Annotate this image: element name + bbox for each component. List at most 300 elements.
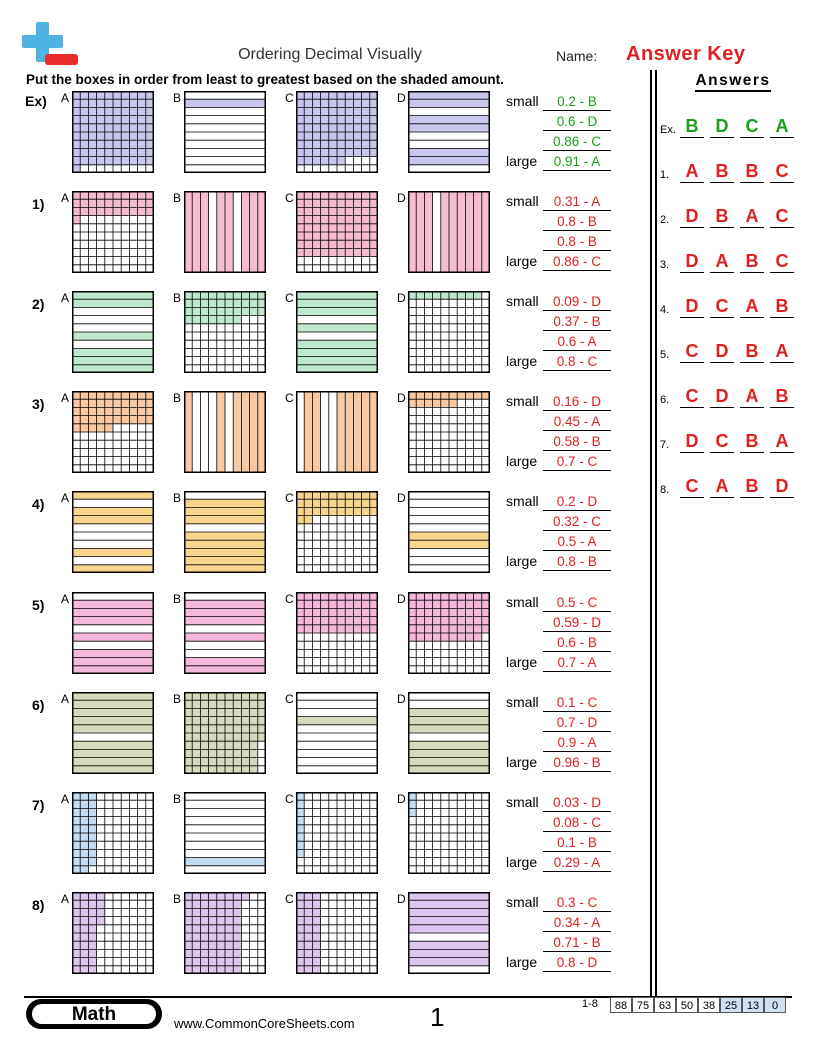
shaded-box [408,892,490,974]
shaded-strip [337,391,345,473]
shaded-cell [345,616,353,624]
shaded-cell [192,908,200,916]
shaded-cell [217,908,225,916]
answer-field[interactable]: 0.7 - D [543,714,611,732]
shaded-cell [80,908,88,916]
shaded-strip [184,500,266,508]
shaded-cell [321,216,329,224]
shaded-cell [345,216,353,224]
shaded-cell [209,957,217,965]
shaded-cell [217,900,225,908]
score-cell: 25 [720,997,742,1013]
shaded-cell [312,99,320,107]
box-label: D [397,591,406,606]
box-label: B [173,691,182,706]
shaded-cell [217,757,225,765]
shaded-cell [88,399,96,407]
shaded-cell [105,199,113,207]
shaded-box [184,91,266,173]
shaded-cell [225,925,233,933]
shaded-strip [296,308,378,316]
answer-field[interactable]: 0.8 - B [543,553,611,571]
shaded-strip [416,191,424,273]
shaded-cell [217,299,225,307]
answer-field[interactable]: 0.32 - C [543,513,611,531]
shaded-cell [362,132,370,140]
shaded-cell [329,207,337,215]
shaded-box [184,191,266,273]
shaded-cell [465,608,473,616]
shaded-cell [192,933,200,941]
shaded-cell [192,733,200,741]
shaded-cell [129,408,137,416]
shaded-cell [80,849,88,857]
answer-key-letter: A [710,250,734,273]
shaded-cell [321,232,329,240]
shaded-cell [138,408,146,416]
shaded-cell [233,708,241,716]
shaded-cell [121,124,129,132]
shaded-cell [113,132,121,140]
shaded-cell [321,148,329,156]
shaded-cell [457,608,465,616]
answer-field[interactable]: 0.6 - A [543,333,611,351]
shaded-strip [408,124,490,132]
box-label: B [173,91,182,105]
shaded-strip [184,616,266,624]
shaded-strip [408,716,490,724]
shaded-strip [424,191,432,273]
shaded-cell [362,199,370,207]
shaded-strip [184,608,266,616]
shaded-cell [97,148,105,156]
answer-field[interactable]: 0.29 - A [543,854,611,872]
shaded-cell [250,757,258,765]
shaded-box [408,391,490,473]
shaded-strip [72,649,154,657]
answer-key-letter: C [710,430,734,453]
shaded-cell [321,508,329,516]
shaded-cell [105,116,113,124]
box-label: C [285,191,294,206]
shaded-strip [441,191,449,273]
shaded-cell [113,157,121,165]
shaded-cell [121,148,129,156]
box-label: A [61,791,70,806]
answer-field[interactable]: 0.08 - C [543,814,611,832]
shaded-cell [200,757,208,765]
shaded-strip [408,99,490,107]
shaded-cell [304,500,312,508]
answer-field[interactable]: 0.34 - A [543,914,611,932]
shaded-strip [296,716,378,724]
answer-field[interactable]: 0.09 - D [543,293,611,311]
shaded-cell [113,199,121,207]
shaded-cell [129,148,137,156]
shaded-cell [337,140,345,148]
shaded-cell [345,240,353,248]
box-label: D [397,491,406,506]
shaded-cell [304,608,312,616]
large-label: large [506,553,538,570]
answer-field[interactable]: 0.37 - B [543,313,611,331]
small-label: small [506,493,539,510]
shaded-strip [184,549,266,557]
shaded-cell [345,508,353,516]
answer-field[interactable]: 0.1 - C [543,694,611,712]
answer-field[interactable]: 0.59 - D [543,614,611,632]
box-label: C [285,591,294,606]
shaded-cell [362,207,370,215]
shaded-strip [250,391,258,473]
answer-field[interactable]: 0.2 - D [543,493,611,511]
answer-field[interactable]: 0.31 - A [543,193,611,211]
answer-key-index: 3. [660,259,670,271]
shaded-cell [88,916,96,924]
answer-field[interactable]: 0.9 - A [543,734,611,752]
shaded-cell [312,216,320,224]
shaded-cell [192,308,200,316]
shaded-cell [233,957,241,965]
shaded-cell [121,207,129,215]
shaded-cell [416,608,424,616]
shaded-cell [345,132,353,140]
problem-number: 5) [32,596,45,613]
shaded-cell [192,749,200,757]
shaded-cell [353,500,361,508]
shaded-strip [217,391,225,473]
small-label: small [506,93,539,109]
shaded-cell [209,741,217,749]
shaded-cell [97,908,105,916]
shaded-box [408,191,490,273]
shaded-cell [233,925,241,933]
answer-field[interactable]: 0.8 - D [543,954,611,972]
shaded-strip [72,516,154,524]
shaded-cell [209,308,217,316]
shaded-strip [449,191,457,273]
shaded-cell [433,600,441,608]
shaded-strip [72,616,154,624]
shaded-cell [304,124,312,132]
shaded-cell [105,424,113,432]
large-label: large [506,353,538,370]
answer-field[interactable]: 0.2 - B [543,93,611,111]
shaded-strip [408,957,490,965]
shaded-cell [433,608,441,616]
shaded-box [296,91,378,173]
shaded-cell [337,616,345,624]
shaded-cell [362,99,370,107]
answer-field[interactable]: 0.8 - C [543,353,611,371]
answer-field[interactable]: 0.3 - C [543,894,611,912]
shaded-cell [353,148,361,156]
shaded-strip [200,191,208,273]
shaded-cell [304,248,312,256]
shaded-cell [321,616,329,624]
shaded-strip [72,700,154,708]
shaded-cell [138,99,146,107]
shaded-cell [353,124,361,132]
shaded-box [72,692,154,774]
answer-field[interactable]: 0.1 - B [543,834,611,852]
shaded-cell [80,132,88,140]
shaded-cell [304,941,312,949]
shaded-strip [184,99,266,107]
answer-field[interactable]: 0.5 - C [543,594,611,612]
answer-field[interactable]: 0.91 - A [543,153,611,171]
answer-field[interactable]: 0.16 - D [543,393,611,411]
answer-field[interactable]: 0.6 - B [543,634,611,652]
shaded-strip [408,724,490,732]
answer-key-letter: B [740,160,764,183]
answer-field[interactable]: 0.58 - B [543,433,611,451]
answer-field[interactable]: 0.86 - C [543,253,611,271]
shaded-cell [88,157,96,165]
answer-field[interactable]: 0.45 - A [543,413,611,431]
shaded-cell [321,608,329,616]
shaded-strip [184,557,266,565]
shaded-cell [138,157,146,165]
shaded-cell [88,833,96,841]
shaded-cell [353,207,361,215]
answer-key-letter: C [770,250,794,273]
shaded-cell [200,716,208,724]
answer-field[interactable]: 0.86 - C [543,133,611,151]
shaded-strip [408,116,490,124]
shaded-cell [121,132,129,140]
shaded-cell [304,232,312,240]
shaded-cell [88,99,96,107]
shaded-box [72,291,154,373]
shaded-cell [200,916,208,924]
shaded-strip [250,191,258,273]
answer-field[interactable]: 0.8 - B [543,233,611,251]
score-cell: 88 [610,997,632,1013]
shaded-cell [113,408,121,416]
shaded-cell [233,724,241,732]
shaded-cell [80,408,88,416]
shaded-cell [105,107,113,115]
shaded-cell [321,207,329,215]
shaded-cell [217,933,225,941]
shaded-cell [304,132,312,140]
shaded-cell [329,107,337,115]
shaded-cell [88,941,96,949]
shaded-cell [250,716,258,724]
shaded-cell [121,399,129,407]
shaded-cell [80,833,88,841]
shaded-cell [304,900,312,908]
box-label: D [397,191,406,206]
answers-title [650,72,816,90]
shaded-cell [217,724,225,732]
shaded-cell [337,232,345,240]
shaded-cell [304,207,312,215]
shaded-cell [225,900,233,908]
shaded-cell [416,633,424,641]
shaded-cell [312,107,320,115]
shaded-cell [80,957,88,965]
problem-number: 3) [32,396,45,413]
shaded-cell [362,616,370,624]
shaded-cell [329,148,337,156]
shaded-cell [129,199,137,207]
answer-field[interactable]: 0.71 - B [543,934,611,952]
site-url[interactable]: www.CommonCoreSheets.com [174,1016,355,1031]
answer-field[interactable]: 0.7 - A [543,654,611,672]
shaded-strip [241,391,249,473]
shaded-cell [88,957,96,965]
answer-field[interactable]: 0.03 - D [543,794,611,812]
shaded-box [184,692,266,774]
answer-key-letter: B [770,385,794,408]
shaded-cell [329,132,337,140]
shaded-cell [353,107,361,115]
shaded-cell [225,700,233,708]
shaded-cell [312,140,320,148]
shaded-cell [225,316,233,324]
column-divider [650,70,652,996]
answer-field[interactable]: 0.5 - A [543,533,611,551]
shaded-cell [225,724,233,732]
shaded-cell [457,600,465,608]
answer-key-letter: A [710,475,734,498]
shaded-cell [88,132,96,140]
shaded-box [296,692,378,774]
shaded-strip [72,549,154,557]
shaded-cell [312,132,320,140]
shaded-cell [209,908,217,916]
shaded-cell [329,199,337,207]
shaded-cell [465,633,473,641]
shaded-cell [225,708,233,716]
answer-field[interactable]: 0.7 - C [543,453,611,471]
shaded-cell [337,224,345,232]
shaded-cell [225,299,233,307]
shaded-cell [129,157,137,165]
shaded-cell [200,733,208,741]
box-label: D [397,891,406,906]
score-cell: 75 [632,997,654,1013]
shaded-cell [97,900,105,908]
shaded-cell [424,399,432,407]
shaded-strip [184,657,266,665]
shaded-cell [209,757,217,765]
shaded-cell [304,107,312,115]
shaded-cell [241,757,249,765]
shaded-cell [138,148,146,156]
answer-field[interactable]: 0.6 - D [543,113,611,131]
shaded-cell [241,308,249,316]
shaded-cell [312,232,320,240]
shaded-cell [304,933,312,941]
shaded-strip [408,916,490,924]
answer-key-letter: B [710,205,734,228]
shaded-cell [353,216,361,224]
answer-field[interactable]: 0.8 - B [543,213,611,231]
shaded-cell [233,916,241,924]
shaded-strip [184,541,266,549]
shaded-cell [241,299,249,307]
shaded-strip [192,191,200,273]
shaded-strip [72,741,154,749]
shaded-cell [129,99,137,107]
shaded-cell [329,240,337,248]
shaded-cell [250,299,258,307]
shaded-cell [80,148,88,156]
box-label: B [173,491,182,506]
shaded-cell [209,933,217,941]
answer-field[interactable]: 0.96 - B [543,754,611,772]
shaded-cell [80,416,88,424]
shaded-cell [337,99,345,107]
shaded-cell [138,124,146,132]
box-label: C [285,391,294,406]
shaded-cell [209,749,217,757]
shaded-cell [337,124,345,132]
shaded-cell [304,925,312,933]
shaded-strip [72,657,154,665]
shaded-cell [321,500,329,508]
shaded-cell [200,708,208,716]
shaded-cell [345,248,353,256]
shaded-box [72,191,154,273]
answer-key-letter: B [710,160,734,183]
shaded-cell [416,624,424,632]
answer-key-letter: A [770,340,794,363]
shaded-box [296,191,378,273]
shaded-cell [225,908,233,916]
shaded-strip [72,349,154,357]
answer-key-letter: B [740,250,764,273]
box-label: C [285,691,294,706]
shaded-cell [225,916,233,924]
shaded-cell [105,99,113,107]
shaded-cell [80,816,88,824]
box-label: D [397,791,406,806]
shaded-cell [304,957,312,965]
shaded-strip [72,600,154,608]
subject-label: Math [32,1004,156,1024]
shaded-cell [329,508,337,516]
shaded-cell [329,624,337,632]
shaded-cell [88,124,96,132]
shaded-cell [97,916,105,924]
shaded-cell [424,616,432,624]
shaded-cell [209,700,217,708]
problem-number: 6) [32,696,45,713]
shaded-cell [80,107,88,115]
shaded-cell [217,316,225,324]
shaded-cell [457,633,465,641]
shaded-cell [233,908,241,916]
shaded-cell [209,733,217,741]
shaded-cell [304,916,312,924]
shaded-box [184,892,266,974]
shaded-strip [296,357,378,365]
shaded-cell [105,132,113,140]
shaded-cell [321,624,329,632]
shaded-cell [88,424,96,432]
shaded-cell [105,140,113,148]
shaded-cell [337,216,345,224]
shaded-cell [121,416,129,424]
shaded-cell [241,724,249,732]
shaded-cell [433,624,441,632]
answer-key-index: 4. [660,304,670,316]
shaded-cell [138,207,146,215]
